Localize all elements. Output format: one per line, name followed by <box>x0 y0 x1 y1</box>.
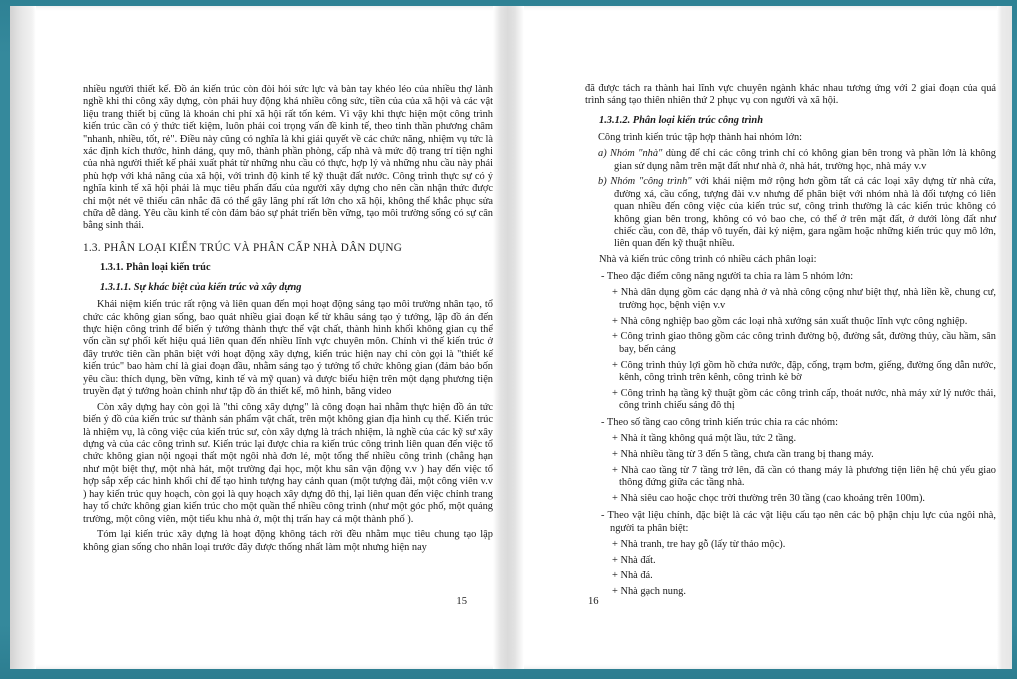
page-number: 15 <box>456 596 467 607</box>
list-item-plus: + Nhà gạch nung. <box>612 586 686 598</box>
list-item-plus: + Nhà công nghiệp bao gồm các loại nhà xưởng sản xuất thuộc lĩnh vực công nghiệp. <box>612 315 968 327</box>
body-paragraph: Khái niệm kiến trúc rất rộng và liên quan đến mọi hoạt động sáng tạo môi trường nhân tạo, tổ chức các không gian sống, bao quát nhiều giai đoạn kể từ khâu sáng tạo ý tưởng, lập đồ án đến thực hiện công trình để biến ý tưởng thành thực thể vật chất, thành hình khối không gian cụ thể vốn cần sự phối kết hiệu quả liên quan đến nhiều lĩnh vực chuyên môn. Chính vì thế kiến trúc ở đây trước tiên cần phân biệt với hoạt động xây dựng, kiến trúc hiện nay chỉ còn gọi là "thiết kế kiến trúc" bao hàm chỉ là giai đoạn đầu, nhằm sáng tạo ý tưởng tổ chức không gian (đảm bảo bốn yêu cầu: thích dụng, bền vững, kinh tế và mỹ quan) và được biểu hiện trên một dạng phương tiện truyền đạt ý tưởng hoàn chỉnh như tập đồ án thiết kế, mô hình, băng video <box>83 299 493 397</box>
list-item-plus: + Nhà đá. <box>612 570 653 582</box>
subsubsection-heading: 1.3.1.1. Sự khác biệt của kiến trúc và xây dựng <box>100 281 302 293</box>
list-item-plus: + Công trình giao thông gồm các công trình đường bộ, đường sắt, đường thủy, cầu hầm, sân bay, bến cảng <box>612 331 996 355</box>
continuation-paragraph: đã được tách ra thành hai lĩnh vực chuyên ngành khác nhau tương ứng với 2 giai đoạn của quá trình sáng tạo thiên nhiên thứ 2 phục vụ con người và xã hội. <box>585 83 996 107</box>
subsubsection-heading: 1.3.1.2. Phân loại kiến trúc công trình <box>599 114 763 126</box>
body-paragraph: Tóm lại kiến trúc xây dựng là hoạt động không tách rời đều nhằm mục tiêu chung tạo lập không gian sống cho nhân loại trước đây được thống nhất làm một nhưng hiện nay <box>83 529 493 553</box>
list-item-plus: + Nhà nhiều tầng từ 3 đến 5 tầng, chưa cần trang bị thang máy. <box>612 449 874 461</box>
continuation-paragraph: nhiều người thiết kế. Đồ án kiến trúc còn đòi hỏi sức lực và bàn tay khéo léo của nhiều thợ lành nghề khi thi công xây dựng, còn phải huy động khá nhiều công sức, tiền của của xã hội và các vật liệu trang thiết bị cũng là khoản chi phí xã hội rất tốn kém. Vì vậy khi thực hiện một công trình kiến trúc cần có ý thức tiết kiệm, luôn phải coi trọng vấn đề kinh tế, theo tinh thần phương châm "nhanh, nhiều, tốt, rẻ". Điều này cũng có nghĩa là khi giải quyết về các chức năng, nhiệm vụ tức là xác định kích thước, hình dáng, quy mô, thành phần phòng, cấp nhà và mức độ trang trí tiện nghi của nhà người thiết kế phải xuất phát từ những nhu cầu có thực, hợp lý và những nhu cầu này phải phù hợp với khả năng của xã hội, với trình độ kinh tế kỹ thuật đất nước. Công trình thực sự có ý nghĩa kinh tế xã hội phải là mục tiêu phấn đấu của người xây dựng cho nên cần nhận thức được chỉ một nét vẽ thiếu cân nhắc đã có thể gây lãng phí rất lớn cho xã hội, không thể khắc phục sửa chữa dễ dàng. Yêu cầu kinh tế còn đảm bảo sự phát triển bền vững, tạo môi trường sống có sự cân bằng sinh thái. <box>83 84 493 232</box>
list-item-plus: + Nhà ít tầng không quá một lầu, tức 2 tầng. <box>612 433 797 445</box>
page-edge-right <box>997 6 1012 669</box>
list-item-group-b <box>598 176 996 250</box>
list-item-plus: + Nhà siêu cao hoặc chọc trời thường trên 30 tầng (cao khoảng trên 100m). <box>612 493 926 505</box>
list-header-dash: - Theo đặc điểm công năng người ta chia ra làm 5 nhóm lớn: <box>601 271 854 283</box>
list-header-dash: - Theo số tầng cao công trình kiến trúc chia ra các nhóm: <box>601 417 838 429</box>
list-item-group-a <box>598 148 996 173</box>
right-page <box>585 83 996 599</box>
subsection-heading: 1.3.1. Phân loại kiến trúc <box>100 262 211 274</box>
list-item-plus: + Công trình thủy lợi gồm hồ chứa nước, đập, cống, trạm bơm, giếng, đường ống dẫn nước, kênh, công trình trên kênh, công trình kè bờ <box>612 359 996 384</box>
list-item-lead: b) Nhóm "công trình" <box>598 176 692 188</box>
list-item-text: dùng để chỉ các công trình chỉ có không gian bên trong và phần lớn là không gian sử dụng nằm trên mặt đất như nhà ở, nhà hát, trường học, nhà máy v.v <box>614 148 996 172</box>
body-paragraph: Còn xây dựng hay còn gọi là "thi công xây dựng" là công đoạn hai nhằm thực hiện đồ án tức biến ý đồ của kiến trúc sư thành sản phẩm vật chất, trên một không gian địa hình cụ thể. Kiến trúc là nhiệm vụ, là công việc của kiến trúc sư, còn xây dựng là trách nhiệm, là nghề của các kỹ sư xây dựng và của các công trình sư. Kiến trúc lại được chia ra kiến trúc công trình liên quan đến việc tổ chức không gian nội ngoại thất một ngôi nhà đơn lẻ, một tổng thể nhiều công trình (chẳng hạn như một biệt thự, một nhà hát, một trường đại học, một khu sân vận động v.v ) hay đến việc tổ hợp sắp xếp các hình khối chỉ để tạo hình tượng hay cảnh quan (một tượng đài, một công viên v.v ) hay kiến trúc quy hoạch, còn gọi là quy hoạch xây dựng đô thị, lại liên quan đến việc chỉnh trang hay tổ chức không gian kiến trúc cho một quần thể nhiều công trình (như một góc phố, một quảng trường, một công viên, một tiểu khu nhà ở, một thị trấn hay cả một thành phố ). <box>83 401 493 525</box>
body-paragraph: Công trình kiến trúc tập hợp thành hai nhóm lớn: <box>598 132 803 144</box>
page-edge-left <box>10 6 36 669</box>
list-item-plus: + Nhà đất. <box>612 554 656 566</box>
list-item-plus: + Công trình hạ tầng kỹ thuật gồm các công trình cấp, thoát nước, nhà máy xử lý nước thải, công trình chiếu sáng đô thị <box>612 388 996 412</box>
left-page <box>83 84 493 554</box>
list-item-plus: + Nhà dân dụng gồm các dạng nhà ở và nhà công cộng như biệt thự, nhà liền kề, chung cư, trường học, bệnh viện v.v <box>612 287 996 311</box>
list-item-plus: + Nhà cao tầng từ 7 tầng trở lên, đã cần có thang máy là phương tiện liên hệ chủ yếu giao thông đứng giữa các tầng nhà. <box>612 465 996 489</box>
list-header-dash: - Theo vật liệu chính, đặc biệt là các vật liệu cấu tạo nên các bộ phận chịu lực của ngôi nhà, người ta phân biệt: <box>601 510 996 534</box>
page-number: 16 <box>588 596 599 607</box>
list-item-plus: + Nhà tranh, tre hay gỗ (lấy từ thảo mộc). <box>612 538 786 550</box>
section-heading: 1.3. PHÂN LOẠI KIẾN TRÚC VÀ PHÂN CẤP NHÀ DÂN DỤNG <box>83 241 403 254</box>
list-item-lead: a) Nhóm "nhà" <box>598 148 663 160</box>
list-item-text: với khái niệm mở rộng hơn gồm tất cả các loại xây dựng từ nhà cửa, đường xá, cầu cống, tượng đài v.v nhưng để phân biệt với nhóm nhà là đối tượng có liên quan nhiều đến công việc của kiến trúc sư, công trình thường là các kiến trúc không có không gian bên trong, không có vỏ bao che, có thể ở trên mặt đất, ở dưới lòng đất như chiếc cầu, con đê, tháp vô tuyến, đài kỷ niệm, gara ngầm hoặc những kiến trúc quy mô lớn, liên quan đến kỹ thuật nhiều. <box>614 176 996 250</box>
page-gutter <box>493 6 524 669</box>
body-paragraph: Nhà và kiến trúc công trình có nhiều cách phân loại: <box>599 254 817 266</box>
